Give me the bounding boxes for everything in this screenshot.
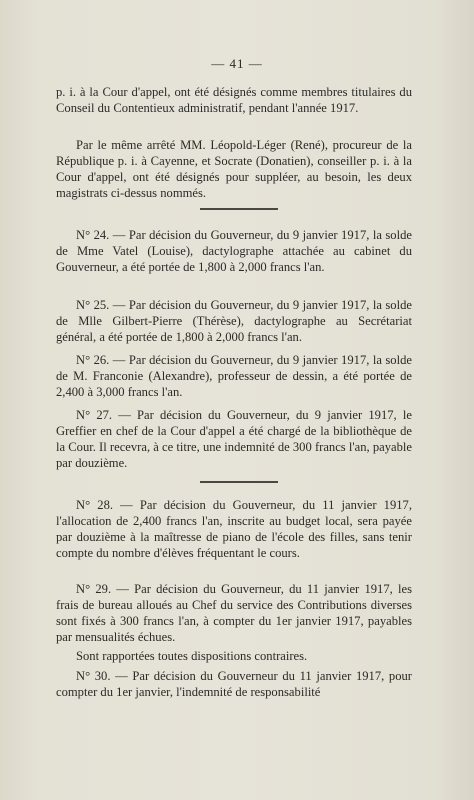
decision-text: N° 24. — Par décision du Gouverneur, du 9 janvier 1917, la solde de Mme Vatel (Louise), dactylographe attachée au cabinet du Gouverneur, a été portée de 1,800 à 2,000 francs l'an. <box>56 228 412 274</box>
decision-text: N° 25. — Par décision du Gouverneur, du 9 janvier 1917, la solde de Mlle Gilbert-Pierre (Thérèse), dactylographe au Secrétariat général, a été portée de 1,800 à 2,000 francs l'an. <box>56 298 412 344</box>
paragraph-arrete <box>56 137 412 201</box>
section-divider <box>200 208 278 210</box>
decision-29 <box>56 581 412 664</box>
paragraph-text: p. i. à la Cour d'appel, ont été désignés comme membres titulaires du Conseil du Contentieux administratif, pendant l'année 1917. <box>56 85 412 115</box>
decision-text: N° 29. — Par décision du Gouverneur, du 11 janvier 1917, les frais de bureau alloués au Chef du service des Contributions diverses sont fixés à 300 francs l'an, à compter du 1er janvier 1917, payables par mensualités échues. <box>56 582 412 644</box>
decision-24 <box>56 227 412 275</box>
section-divider <box>200 481 278 483</box>
paragraph-text: Par le même arrêté MM. Léopold-Léger (René), procureur de la République p. i. à Cayenne, et Socrate (Donatien), conseiller p. i. à la Cour d'appel, ont été désignés pour suppléer, au besoin, les deux magistrats ci-dessus nommés. <box>56 138 412 200</box>
paragraph-continuation <box>56 84 412 116</box>
decision-27 <box>56 407 412 471</box>
decision-28 <box>56 497 412 561</box>
decision-note: Sont rapportées toutes dispositions contraires. <box>76 649 308 663</box>
decision-25 <box>56 297 412 345</box>
decision-text: N° 26. — Par décision du Gouverneur, du 9 janvier 1917, la solde de M. Franconie (Alexandre), professeur de dessin, a été portée de 2,400 à 3,000 francs l'an. <box>56 353 412 399</box>
decision-30 <box>56 668 412 700</box>
decision-text: N° 30. — Par décision du Gouverneur du 11 janvier 1917, pour compter du 1er janvier, l'indemnité de responsabilité <box>56 669 412 699</box>
page-number: — 41 — <box>211 56 263 71</box>
decision-26 <box>56 352 412 400</box>
decision-text: N° 27. — Par décision du Gouverneur, du 9 janvier 1917, le Greffier en chef de la Cour d'appel a été chargé de la bibliothèque de la Cour. Il recevra, à ce titre, une indemnité de 300 francs l'an, payable par douzième. <box>56 408 412 470</box>
decision-text: N° 28. — Par décision du Gouverneur, du 11 janvier 1917, l'allocation de 2,400 francs l'an, inscrite au budget local, sera payée par douzième à la maîtresse de piano de l'école des filles, sans tenir compte du nombre d'élèves fréquentant le cours. <box>56 498 412 560</box>
